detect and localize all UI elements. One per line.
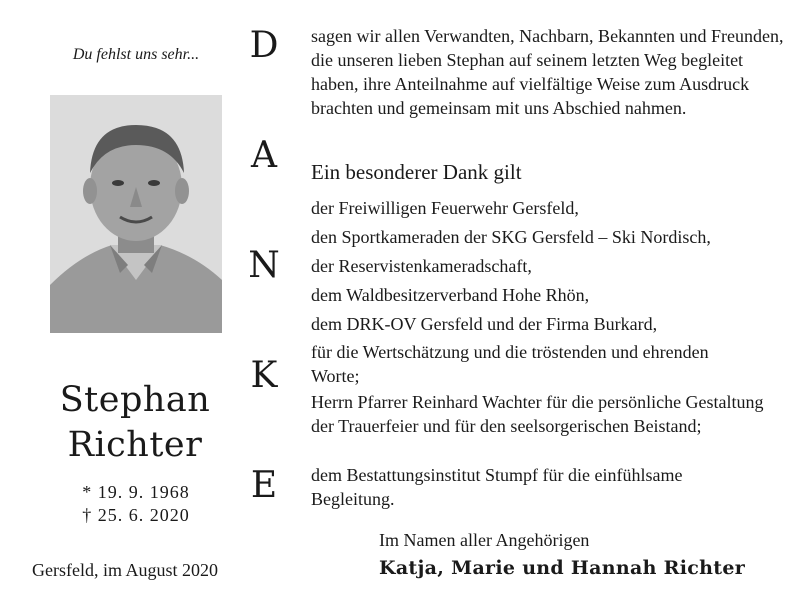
danke-letter-k: K <box>250 355 278 396</box>
birth-date: * 19. 9. 1968 <box>82 482 190 502</box>
intro-paragraph: sagen wir allen Verwandten, Nachbarn, Bekannten und Freunden, die unseren lieben Stephan auf seinem letzten Weg begleitet haben, ihre Anteilnahme auf vielfältige Weise zum Ausdruck brachten und gemeinsam mit uns Abschied nahmen. <box>311 26 784 118</box>
family-names: Katja, Marie und Hannah Richter <box>379 557 746 579</box>
danke-letter-n: N <box>248 245 280 286</box>
danke-letter-e: E <box>250 465 278 506</box>
thanks-item: der Reservistenkameradschaft, <box>311 256 532 276</box>
death-date: † 25. 6. 2020 <box>82 505 190 525</box>
signoff-line: Im Namen aller Angehörigen <box>379 530 590 550</box>
portrait-photo <box>50 95 222 333</box>
thanks-item: für die Wertschätzung und die tröstenden und ehrenden Worte; <box>311 342 709 386</box>
thanks-item: den Sportkameraden der SKG Gersfeld – Ski Nordisch, <box>311 227 711 247</box>
danke-letter-d: D <box>249 25 279 66</box>
portrait-illustration <box>50 95 222 333</box>
motto: Du fehlst uns sehr... <box>72 46 200 63</box>
thanks-item: der Freiwilligen Feuerwehr Gersfeld, <box>311 198 579 218</box>
thanks-item: Herrn Pfarrer Reinhard Wachter für die persönliche Gestaltung der Trauerfeier und für den seelsorgerischen Beistand; <box>311 392 764 436</box>
place-and-date: Gersfeld, im August 2020 <box>32 560 218 580</box>
last-name: Richter <box>67 425 203 465</box>
thanks-item: dem DRK-OV Gersfeld und der Firma Burkard, <box>311 314 658 334</box>
thanks-item: dem Waldbesitzerverband Hohe Rhön, <box>311 285 590 305</box>
thanks-item: dem Bestattungsinstitut Stumpf für die einfühlsame Begleitung. <box>311 465 683 509</box>
danke-letter-a: A <box>251 135 277 176</box>
first-name: Stephan <box>59 380 211 420</box>
thanks-heading: Ein besonderer Dank gilt <box>311 160 522 184</box>
